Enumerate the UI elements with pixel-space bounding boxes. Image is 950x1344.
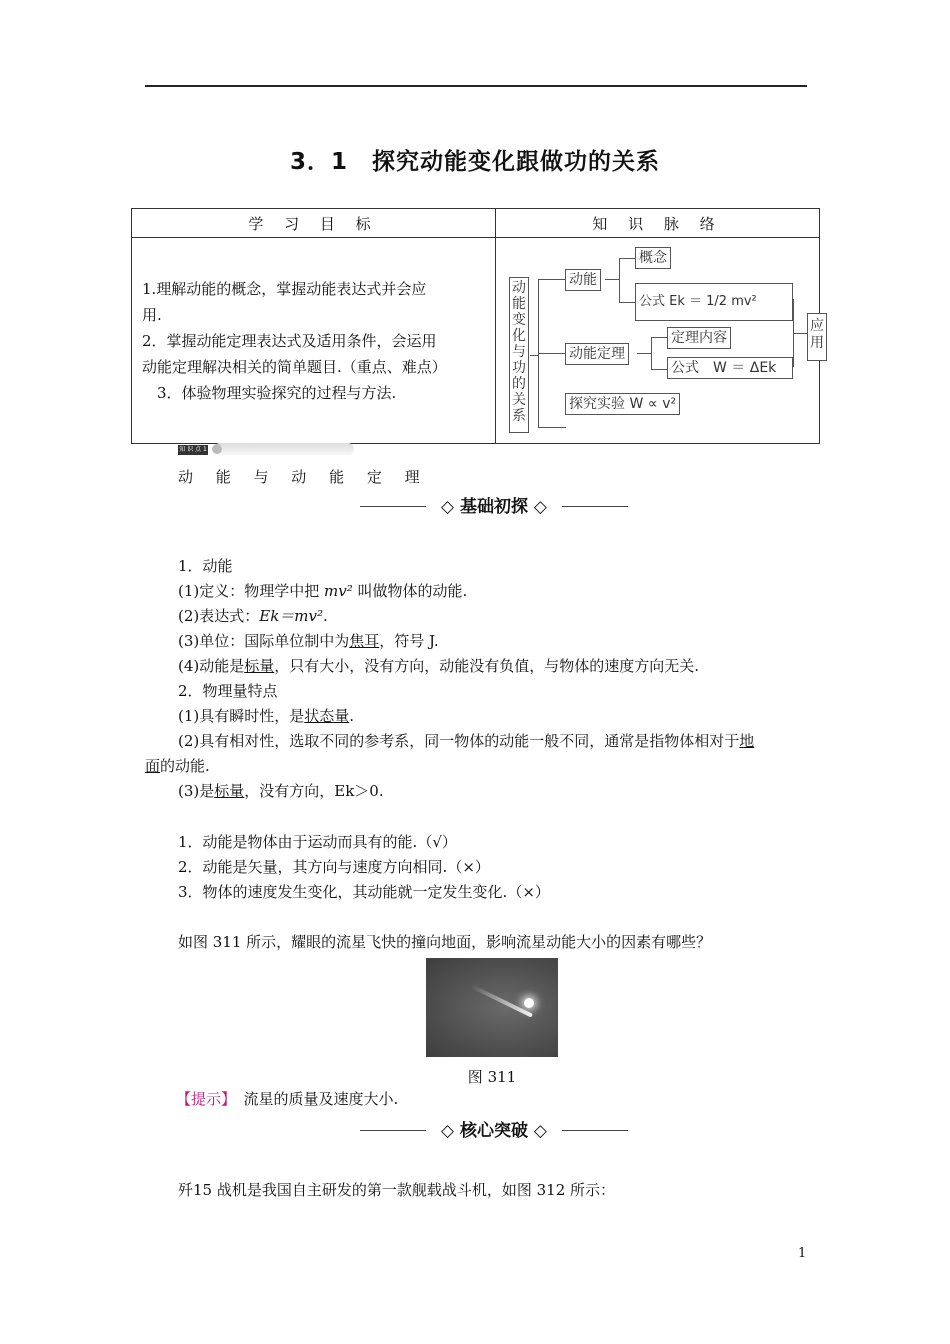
text-span: .	[433, 632, 439, 650]
goal-line: 3．体验物理实验探究的过程与方法.	[142, 383, 397, 402]
diagram-node-application: 应用	[807, 313, 827, 361]
text-line	[145, 754, 210, 778]
text-span: (1)具有瞬时性，是	[178, 707, 305, 725]
text-line	[178, 704, 354, 728]
underlined-answer: 地	[739, 732, 755, 750]
text-line	[178, 579, 467, 603]
section-tag-label: 知 识 点 1	[179, 446, 207, 453]
goals-cell	[132, 238, 496, 444]
text-span: ，没有方向，Ek＞0.	[244, 782, 384, 800]
underlined-answer: 标量	[244, 657, 275, 675]
text-line: 歼15 战机是我国自主研发的第一款舰载战斗机，如图 312 所示：	[178, 1181, 616, 1199]
meteor-head	[524, 998, 534, 1008]
text-line	[178, 629, 439, 653]
text-span: Ek＝mv².	[259, 607, 328, 625]
hint-text: 流星的质量及速度大小.	[228, 1090, 399, 1108]
text-span: (4)动能是	[178, 657, 245, 675]
underlined-answer: 状态量	[304, 707, 350, 725]
text-span: mv²	[324, 582, 353, 600]
banner-core-label: ◇ 核心突破 ◇	[441, 1121, 547, 1141]
goal-line: 用.	[142, 305, 162, 324]
text-line	[178, 729, 754, 753]
heading-properties: 2．物理量特点	[178, 682, 278, 700]
text-span: ，只有大小，没有方向，动能没有负值，与物体的速度方向无关.	[274, 657, 700, 675]
header-rule	[145, 85, 807, 87]
figure-caption: 图 311	[467, 1068, 517, 1086]
underlined-answer: 标量	[214, 782, 245, 800]
diagram-node-experiment: 探究实验 W ∝ v²	[565, 393, 680, 415]
text-span: 叫做物体的动能.	[352, 582, 468, 600]
goal-line: 2．掌握动能定理表达式及适用条件，会运用	[142, 331, 437, 350]
text-span: (3)单位：国际单位制中为	[178, 632, 350, 650]
text-span: (2)具有相对性，选取不同的参考系，同一物体的动能一般不同，通常是指物体相对于	[178, 732, 740, 750]
diagram-node-formula1: 公式 Ek ＝ 1/2 mv²	[635, 283, 793, 321]
judgement-item: 3．物体的速度发生变化，其动能就一定发生变化.（×）	[178, 883, 550, 901]
question-text: 如图 311 所示，耀眼的流星飞快的撞向地面，影响流星动能大小的因素有哪些？	[178, 933, 712, 951]
text-span: (3)是	[178, 782, 215, 800]
section-tag-dot	[212, 444, 222, 454]
hint-label: 【提示】	[176, 1090, 229, 1108]
knowledge-diagram	[497, 239, 824, 442]
knowledge-diagram-cell	[496, 238, 824, 444]
banner-basics-label: ◇ 基础初探 ◇	[441, 497, 547, 517]
objectives-table	[131, 208, 824, 444]
goal-line: 动能定理解决相关的简单题目.（重点、难点）	[142, 357, 447, 376]
diagram-node-formula2: 公式 W ＝ ΔEk	[667, 357, 793, 379]
underlined-answer: J	[429, 632, 434, 650]
diagram-node-theorem-content: 定理内容	[667, 327, 731, 349]
knowledge-header: 知 识 脉 络	[496, 209, 820, 238]
meteor-image	[426, 958, 558, 1057]
goals-header: 学 习 目 标	[132, 209, 496, 238]
judgement-item: 2．动能是矢量，其方向与速度方向相同.（×）	[178, 858, 490, 876]
text-line	[178, 604, 328, 628]
section-title: 动 能 与 动 能 定 理	[178, 468, 429, 486]
diagram-node-kinetic: 动能	[565, 269, 601, 291]
hint	[176, 1088, 398, 1109]
diagram-root: 动能变化与功的关系	[509, 277, 529, 433]
text-span: ，符号	[379, 632, 430, 650]
text-line	[178, 654, 699, 678]
page-title: 3．1 探究动能变化跟做功的关系	[289, 149, 660, 175]
judgement-item: 1．动能是物体由于运动而具有的能.（√）	[178, 833, 457, 851]
text-span: (2)表达式：	[178, 607, 260, 625]
banner-core	[360, 1120, 628, 1142]
diagram-node-concept: 概念	[635, 247, 671, 269]
text-line	[178, 779, 384, 803]
text-span: .	[349, 707, 355, 725]
section-tag-bar	[214, 443, 354, 455]
diagram-node-theorem: 动能定理	[565, 343, 629, 365]
underlined-answer: 焦耳	[349, 632, 380, 650]
text-span: 的动能.	[160, 757, 210, 775]
text-span: (1)定义：物理学中把	[178, 582, 325, 600]
underlined-answer: 面	[145, 757, 161, 775]
section-tag	[178, 443, 354, 455]
page-number: 1	[798, 1246, 807, 1261]
goal-line: 1.理解动能的概念，掌握动能表达式并会应	[142, 279, 427, 298]
banner-basics	[360, 496, 628, 518]
heading-kinetic: 1．动能	[178, 557, 233, 575]
